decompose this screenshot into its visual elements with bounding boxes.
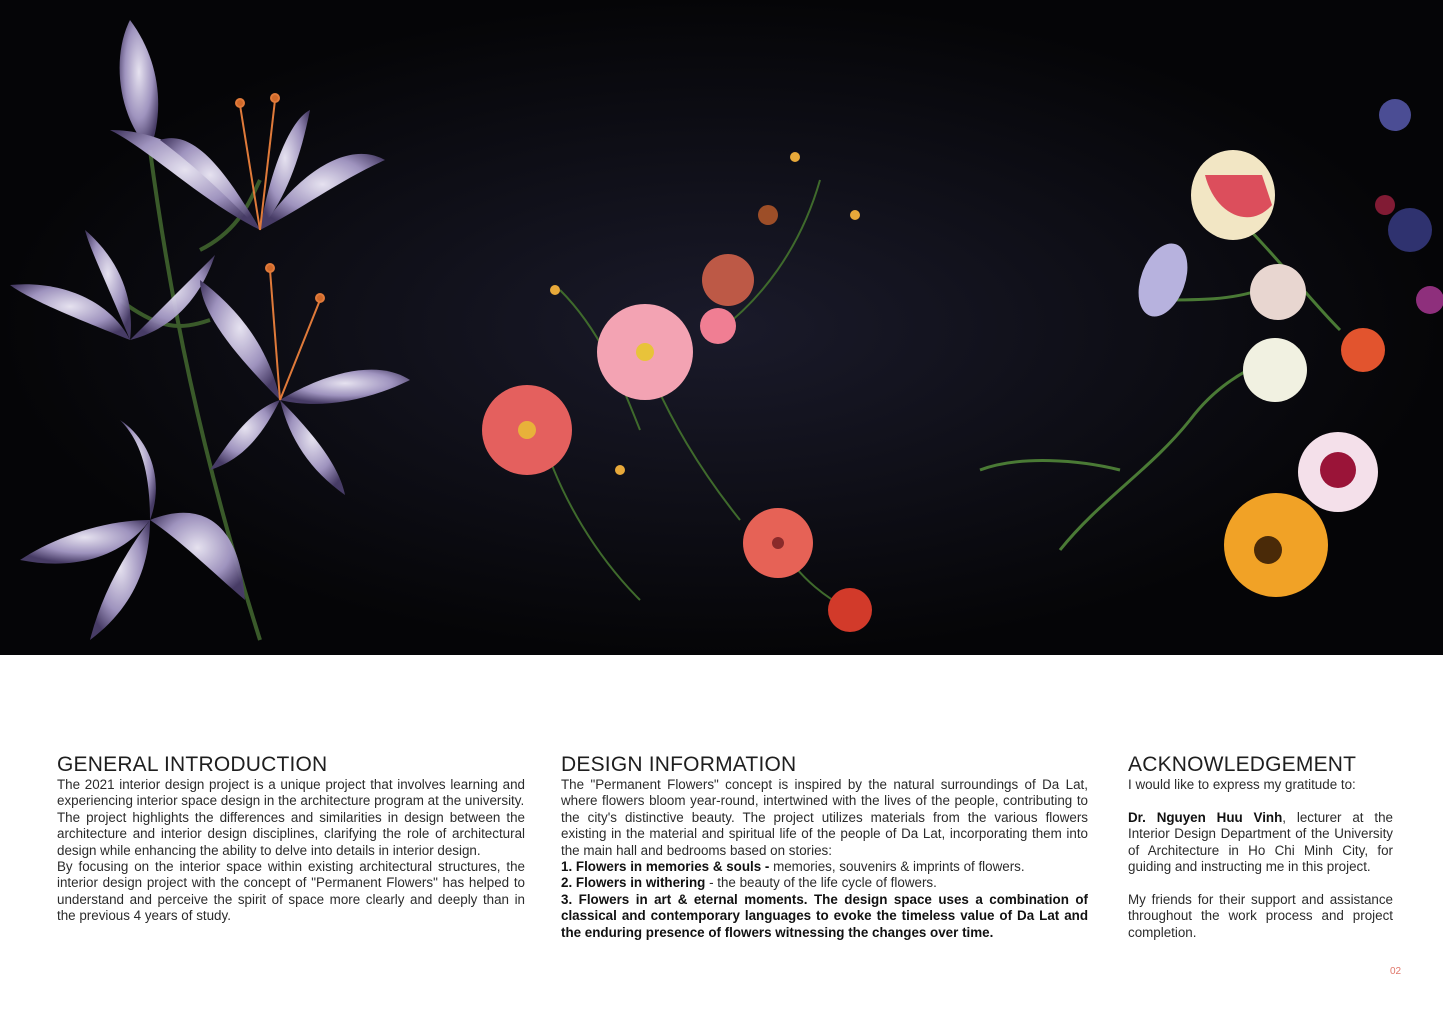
story-2-title: 2. Flowers in withering (561, 875, 706, 891)
general-introduction-section (57, 753, 525, 925)
story-3 (561, 892, 1088, 941)
story-1-text: memories, souvenirs & imprints of flowers. (769, 859, 1025, 875)
story-3-text: The design space uses a combination of classical and contemporary languages to evoke the timeless value of Da Lat and the enduring presence of flowers witnessing the changes over time. (561, 891, 1088, 940)
general-introduction-paragraph-2: The project highlights the differences and similarities in design between the architecture and interior design disciplines, clarifying the role of architectural design while enhancing the ability to delve into details in interior design. (57, 809, 525, 858)
story-3-title: 3. Flowers in art & eternal moments. (561, 891, 808, 907)
general-introduction-paragraph-1: The 2021 interior design project is a unique project that involves learning and experiencing interior space design in the architecture program at the university. (57, 777, 525, 809)
design-information-section (561, 753, 1088, 941)
story-1-title: 1. Flowers in memories & souls - (561, 859, 770, 875)
page-number: 02 (1390, 966, 1402, 977)
person-text: , lecturer at the Interior Design Department of the University of Architecture in Ho Chi Minh City, for guiding and instructing me in this project. (1128, 809, 1393, 875)
story-2-text: - the beauty of the life cycle of flowers. (705, 875, 937, 891)
general-introduction-heading: GENERAL INTRODUCTION (57, 753, 328, 776)
acknowledgement-section (1128, 753, 1393, 941)
acknowledgement-person (1128, 810, 1393, 876)
acknowledgement-heading: ACKNOWLEDGEMENT (1128, 753, 1357, 776)
acknowledgement-intro: I would like to express my gratitude to: (1128, 777, 1356, 792)
story-2 (561, 875, 1088, 891)
acknowledgement-friends: My friends for their support and assistance throughout the work process and project completion. (1128, 891, 1393, 940)
general-introduction-paragraph-3: By focusing on the interior space within existing architectural structures, the interior design project with the concept of "Permanent Flowers" has helped to understand and perceive the spirit of space more clearly and deeply than in the previous 4 years of study. (57, 859, 525, 924)
design-information-heading: DESIGN INFORMATION (561, 753, 797, 776)
design-information-intro: The "Permanent Flowers" concept is inspired by the natural surroundings of Da Lat, where flowers bloom year-round, intertwined with the lives of the people, contributing to the city's distinctive beauty. The project utilizes materials from the various flowers existing in the material and spiritual life of the people of Da Lat, incorporating them into the main hall and bedrooms based on stories: (561, 777, 1088, 858)
story-1 (561, 859, 1088, 875)
person-name: Dr. Nguyen Huu Vinh (1128, 809, 1283, 825)
